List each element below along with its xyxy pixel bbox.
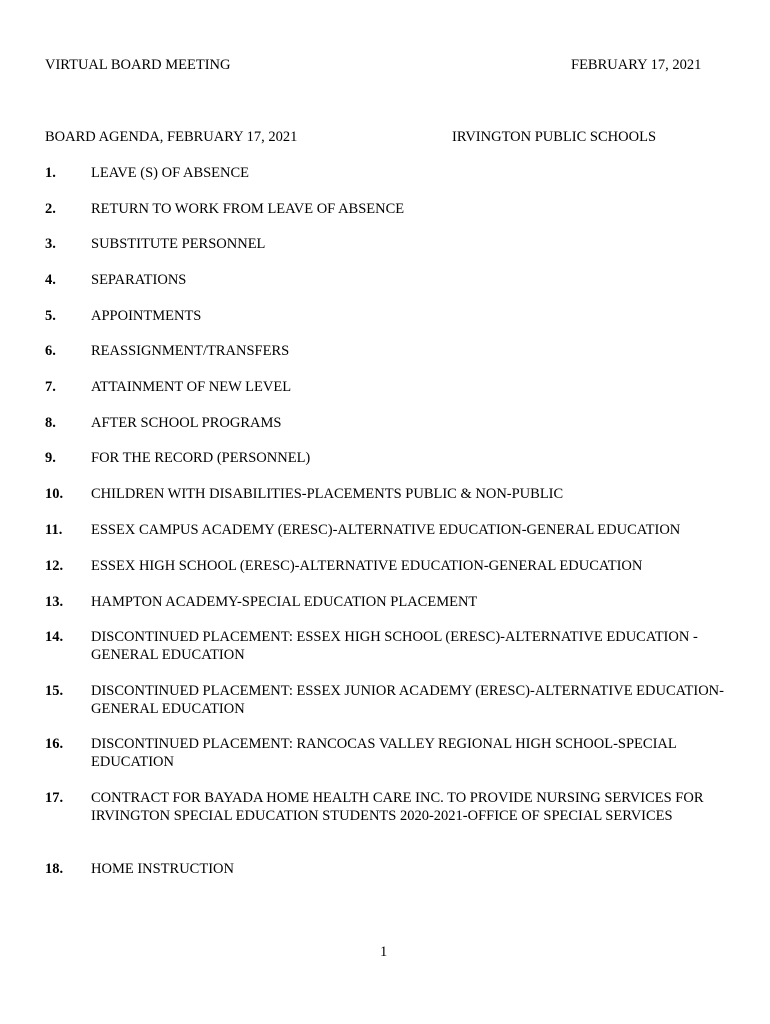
agenda-item-number: 5. [45,308,56,324]
agenda-title: BOARD AGENDA, FEBRUARY 17, 2021 [45,129,298,145]
agenda-item-number: 13. [45,594,64,610]
agenda-item-text: FOR THE RECORD (PERSONNEL) [91,450,311,466]
agenda-item-text: SUBSTITUTE PERSONNEL [91,236,266,252]
agenda-item-text: SEPARATIONS [91,272,187,288]
header-date: FEBRUARY 17, 2021 [571,57,702,73]
district-name: IRVINGTON PUBLIC SCHOOLS [452,129,657,145]
agenda-item-number: 2. [45,201,56,217]
agenda-item-text: RETURN TO WORK FROM LEAVE OF ABSENCE [91,201,405,217]
agenda-item-text: DISCONTINUED PLACEMENT: ESSEX HIGH SCHOOL (ERESC)-ALTERNATIVE EDUCATION -GENERAL EDUCATION [91,629,698,663]
agenda-item-text: CONTRACT FOR BAYADA HOME HEALTH CARE INC. TO PROVIDE NURSING SERVICES FOR IRVINGTON SPECIAL EDUCATION STUDENTS 2020-2021-OFFICE OF SPECIAL SERVICES [91,790,704,824]
agenda-item-number: 17. [45,790,64,806]
agenda-item-number: 4. [45,272,56,288]
agenda-item-text: ATTAINMENT OF NEW LEVEL [91,379,292,395]
page-number: 1 [380,944,388,960]
agenda-item-text: CHILDREN WITH DISABILITIES-PLACEMENTS PUBLIC & NON-PUBLIC [91,486,564,502]
agenda-item-number: 6. [45,343,56,359]
agenda-item-text: APPOINTMENTS [91,308,202,324]
agenda-item-number: 1. [45,165,56,181]
agenda-item-text: DISCONTINUED PLACEMENT: RANCOCAS VALLEY REGIONAL HIGH SCHOOL-SPECIAL EDUCATION [91,736,677,770]
agenda-item-text: ESSEX CAMPUS ACADEMY (ERESC)-ALTERNATIVE EDUCATION-GENERAL EDUCATION [91,522,681,538]
agenda-item-number: 14. [45,629,64,645]
agenda-item-number: 12. [45,558,64,574]
agenda-item-text: REASSIGNMENT/TRANSFERS [91,343,290,359]
agenda-item-number: 3. [45,236,56,252]
agenda-item-number: 16. [45,736,64,752]
agenda-item-text: LEAVE (S) OF ABSENCE [91,165,250,181]
agenda-item-text: AFTER SCHOOL PROGRAMS [91,415,282,431]
agenda-item-text: ESSEX HIGH SCHOOL (ERESC)-ALTERNATIVE EDUCATION-GENERAL EDUCATION [91,558,643,574]
header-title: VIRTUAL BOARD MEETING [45,57,231,73]
agenda-item-number: 10. [45,486,64,502]
agenda-item-number: 11. [45,522,63,538]
agenda-item-number: 9. [45,450,56,466]
agenda-item-number: 15. [45,683,64,699]
agenda-item-number: 8. [45,415,56,431]
agenda-item-text: HOME INSTRUCTION [91,861,234,877]
agenda-item-text: DISCONTINUED PLACEMENT: ESSEX JUNIOR ACADEMY (ERESC)-ALTERNATIVE EDUCATION-GENERAL EDUCATION [91,683,724,717]
agenda-item-text: HAMPTON ACADEMY-SPECIAL EDUCATION PLACEMENT [91,594,478,610]
agenda-item-number: 18. [45,861,64,877]
agenda-item-number: 7. [45,379,56,395]
